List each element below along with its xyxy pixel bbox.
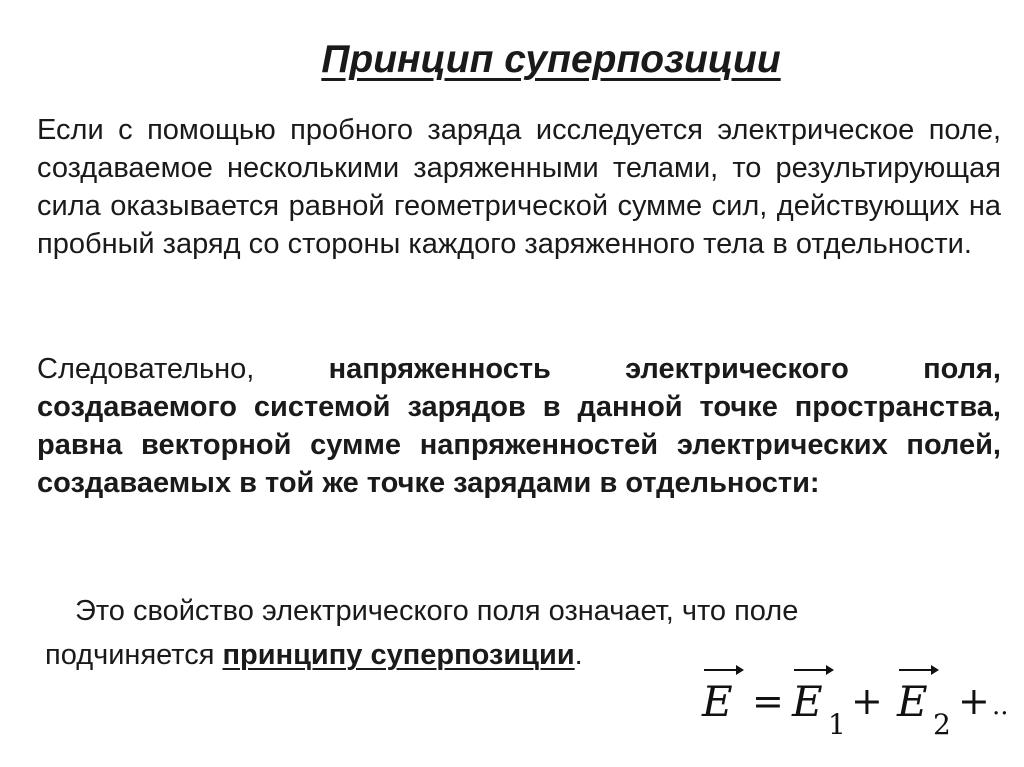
statement-prefix: подчиняется xyxy=(45,639,223,671)
superposition-principle-term: принципу суперпозиции xyxy=(222,639,575,671)
statement-period: . xyxy=(574,639,583,671)
arrow-head-E xyxy=(736,665,744,675)
formula-E: E xyxy=(702,677,733,726)
statement-line-1: Это свойство электрического поля означает, что поле xyxy=(75,595,799,627)
formula-svg xyxy=(696,658,1014,758)
formula-sub-2: 2 xyxy=(933,708,951,741)
paragraph-lead-text: Следовательно, xyxy=(37,353,329,385)
paragraph-field-strength xyxy=(37,350,1001,502)
statement-line-2 xyxy=(45,639,583,671)
formula-equals: = xyxy=(752,679,784,723)
superposition-formula xyxy=(696,658,1014,758)
arrow-head-E2 xyxy=(931,665,939,675)
formula-E1: E xyxy=(792,677,823,726)
formula-sub-1: 1 xyxy=(828,708,846,741)
arrow-head-E1 xyxy=(826,665,834,675)
formula-plus-2: + xyxy=(958,679,990,723)
slide-title: Принцип суперпозиции xyxy=(321,38,781,81)
formula-E2: E xyxy=(897,677,928,726)
vector-arrows xyxy=(704,665,939,675)
formula-ellipsis: .. xyxy=(992,691,1009,721)
paragraph-superposition-force: Если с помощью пробного заряда исследуется электрическое поле, создаваемое несколькими заряженными телами, то результирующая сила оказывается равной геометрической сумме сил, действующих на пробный заряд со стороны каждого заряженного тела в отдельности. xyxy=(37,114,1001,260)
formula-plus-1: + xyxy=(851,679,883,723)
paragraph-bold-definition: напряженность электрического поля, создаваемого системой зарядов в данной точке пространства, равна векторной сумме напряженностей электрических полей, создаваемых в той же точке зарядами в отдельности: xyxy=(37,353,1001,499)
